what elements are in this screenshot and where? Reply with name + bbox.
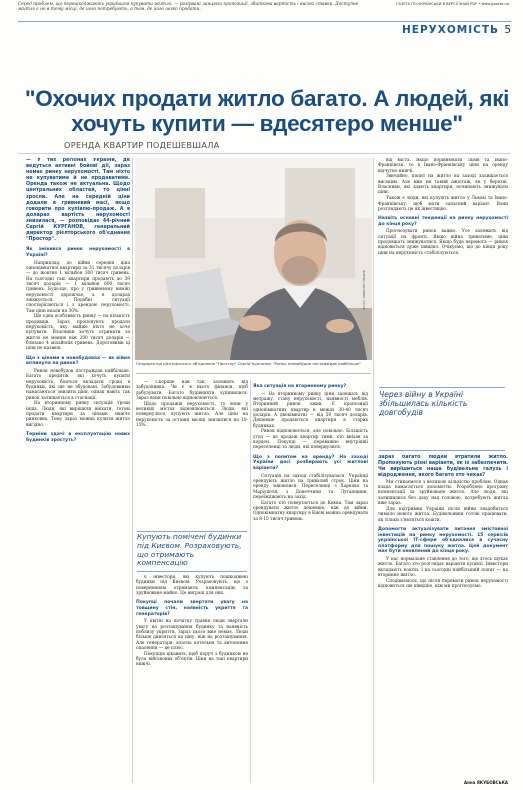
question-heading: Допомогти актуалізувати питання змістовної інвестицій на ринку нерухомості. 15 сервісів української ІТ-сфери об'єдналися в сучасну платформу для пошуку житла. Цей документ має бути оновлений до кінця року. bbox=[378, 526, 508, 555]
body-paragraph: Ситуація на заході стабілізувалася. Українці орендують житло на тривалий строк. Ціни на оренду знизилися. Переселенці з Харкова та Маріуполя, з Донеччини та Луганщини, переїжджають на захід. bbox=[253, 473, 368, 500]
body-paragraph: Багато хто повертається до Києва. Там зараз орендувати житло дешевше, ніж до війни. Однокімнатну квартиру в Києві можна орендувати за 8-10 тисяч гривень. bbox=[253, 500, 368, 522]
lead-paragraph: — У тих регіонах України, де ведуться активні бойові дії, зараз немає ринку нерухомості. Там ніхто не купуватиме й не продаватиме. Оренда також не актуальна. Щодо центральних областей, то цінні зросли. Але на середній ціни додали в гривневий масі, якщо говорити про купівлю-продаж. А в доларах вартість нерухомості знизилася, — розповідає 44-річний Сергій КУРГАНОВ, генеральний директор рієлторського об'єднання "Простор". bbox=[26, 158, 130, 243]
page-number: 5 bbox=[504, 24, 511, 36]
body-paragraph: Прогнозувати ринок важко. Усе залежить від ситуації на фронті. Якщо війна триватиме, ціни продовжать знижуватися. Якщо буде перемога — ринок відновиться дуже швидко. Очікуємо, що до кінця року ціни на нерухомість стабілізуються. bbox=[378, 229, 508, 256]
body-paragraph: Ринок відновлюється, але повільно. Більшість угод — це продаж квартир тими, хто виїхав за кордон. Покупці — переважно внутрішні переселенці та люди, які повернулися. bbox=[253, 429, 368, 451]
body-paragraph: Звичайно, попит на житло на заході залишається високим. Але вже не такий ажіотаж, як у березні. Власники, які здають квартири, починають знижувати ціни. bbox=[378, 174, 508, 196]
header-intro: Серед проблем, що перешкоджають українцям купувати житло, — розірвані ланцюги пропозиції, збиткова вартість і високі ставки. Доступне житло є не в тому місці, де його потребують, а там, де його легко продати. bbox=[18, 2, 359, 13]
article-column-5 bbox=[378, 455, 508, 785]
lead-paragraph: Зараз багато людей втратили житло. Пропонують різні варіанти, як їх забезпечити. Чи вирішиться наша будівельна галузь і відродження, якого багато хто чекає? bbox=[378, 455, 508, 479]
question-heading: Назвіть основні тенденції на ринку нерухомості до кінця року? bbox=[378, 216, 508, 227]
body-paragraph: Покупців цікавить, щоб поруч з будинком не було військових об'єктів. Ціни на такі квартири нижчі. bbox=[136, 651, 248, 668]
article-subheading: ОРЕНДА КВАРТИР ПОДЕШЕВШАЛА bbox=[64, 140, 220, 150]
photo-credit: ФОТО: ОЛЕКСІЙ СТЕЦЮК bbox=[362, 270, 366, 310]
body-paragraph: — На вторинному ринку ціни залежать від метражу, стану нерухомості, наявності меблів. Вторинний ринок ожив. Є пропозиції однокімнатних квартир в межах 30-40 тисяч доларів. А двокімнатні — від 50 тисяч доларів. Дешевше продаються квартири в старих будинках. bbox=[253, 391, 368, 429]
article-column-3 bbox=[253, 380, 368, 785]
body-paragraph: У квітні на початку травня люди звертали увагу на розташування будинку та наявність поблизу укриття. Зараз цього вже немає. Люди більше дивляться на ціну, ніж на розташування. Але генератори, власна котельня та автономне опалення — це плюс. bbox=[136, 619, 248, 651]
body-paragraph: Є інвестори, які купують пошкоджені будинки під Києвом. Розраховують, що з поверненням отримають компенсацію за зруйноване майно. Це виграш для них. bbox=[136, 575, 248, 597]
column-divider bbox=[132, 158, 133, 783]
body-paragraph: від міста. Якщо порівнювати Львів та Івано-Франківськ, то в Івано-Франківську ціни на оренду відчутно нижчі. bbox=[378, 158, 508, 174]
body-paragraph: У нас нормальне ставлення до того, що хтось шукає житло. Багато хто розглядає варіанти купівлі. Інвестори вкладають кошти. І на сьогодні найбільший попит — на вторинне житло. bbox=[378, 556, 508, 578]
question-heading: Покупці почали звертати увагу на товщину стін, наявність укриття та генераторів? bbox=[136, 600, 248, 617]
photo-caption: Гендиректор рієлторського об'єднання "Простор" Сергій Курганов: "Ринок нововбудов постраждав найбільше" bbox=[136, 361, 361, 366]
question-heading: Як змінився ринок нерухомості в Україні? bbox=[26, 247, 130, 258]
portrait-photo bbox=[135, 158, 372, 360]
article-column-1 bbox=[26, 158, 130, 788]
header-meta: ГАЗЕТА ПО-УКРАЇНСЬКИ В ВЕРСІЇ ЗНАЙ PDF • www.gazeta.ua bbox=[396, 2, 509, 6]
body-paragraph: На вторинному ринку ситуація трохи інша. Люди, які вирішили виїхати, готові продати квартири за цінами нижче ринкових. Тому зараз можна купити житло вигідно. bbox=[26, 401, 130, 428]
author-signature: Анна ЯКУБОВСЬКА bbox=[464, 780, 508, 785]
column-divider bbox=[373, 158, 374, 783]
pull-quote-rule bbox=[379, 387, 505, 388]
article-column-2-lower bbox=[136, 575, 248, 785]
body-paragraph: Ми стикаємося з великою кількістю проблем. Однак влада намагається допомогти. Розроблено програму компенсації за зруйноване житло. Але люди, які залишилися без даху над головою, потребують житла вже зараз. bbox=[378, 479, 508, 507]
question-heading: Що з цінами в новобудовах — як війна вплинула на ринок? bbox=[26, 355, 130, 367]
column-divider bbox=[250, 380, 251, 783]
question-heading: Яка ситуація на вторинному ринку? bbox=[253, 384, 347, 389]
body-paragraph: Також є люди, які купують житло у Львові та Івано-Франківську, щоб мати запасний варіант. Вони розглядають це як інвестицію. bbox=[378, 196, 508, 212]
body-paragraph: Сподіваємося, що після перемоги ринок нерухомості відновиться ще швидше, ніж ми прогнозуємо. bbox=[378, 578, 508, 589]
question-heading: Терміни здачі в експлуатацію нових будинків зростуть? bbox=[26, 432, 130, 443]
question-heading: Що з попитом на оренду? На заході України досі розбирають усі житлові варіанти? bbox=[253, 454, 368, 471]
article-headline: "Охочих продати житло багато. А людей, які хочуть купити — вдесятеро менше" bbox=[24, 86, 510, 136]
caption-divider bbox=[136, 373, 371, 374]
body-paragraph: Для підтримки України після війни знадобиться чимало нового житла. Будівельники готові працювати, як тільки з'являться кошти. bbox=[378, 506, 508, 523]
body-paragraph: Ринок новобудов постраждав найбільше. Багато кредитів, які хочуть купити нерухомість, бояться вкладати гроші в будинки, які ще не збудовані. Забудовники намагаються знизити ціни, однак навіть так ринок залишається в стагнації. bbox=[26, 368, 130, 401]
header-divider bbox=[18, 21, 511, 22]
body-paragraph: Щодо продажів нерухомості, то вони у великих містах відновлюються. Люди, які повернулися, купують житло. Але ціни на нерухомість за останні місяці знизилися на 10-15%. bbox=[136, 401, 248, 429]
body-paragraph: Наприклад, до війни середня ціна однокімнатної квартири за 31 тисячу доларів — до жовтня 1 мільйон 300 тисяч гривень. На сьогодні такі квартири продають до 39 тисяч доларів — 1 мільйон 600 тисяч гривень. Будь-що, про у гривневому виміні нерухомості дорожчає, а в доларах знижується. Подобні ситуації спостерігаються і з арендою нерухомості. Там ціни впали на 30%. bbox=[26, 260, 130, 314]
pull-quote: Купують помічені будинки під Києвом. Розраховують, що отримають компенсацію bbox=[137, 532, 242, 568]
body-paragraph: — Скоріше ніж так, залежить від забудовника. Чи є в нього фінанси, щоб добудувати. Багато будівництв зупинилися. Зараз вони повільно відновлюються. bbox=[136, 380, 248, 402]
headline-divider bbox=[18, 153, 511, 154]
pull-quote-rule bbox=[379, 450, 505, 451]
article-column-4 bbox=[378, 158, 508, 383]
section-title: НЕРУХОМІСТЬ bbox=[402, 24, 499, 36]
pull-quote: Через війну в Україні збільшилась кількість довгобудів bbox=[379, 390, 468, 417]
article-column-2 bbox=[136, 380, 248, 530]
body-paragraph: Ще одна особливість ринку — на кількість продавців. Зараз пропонують продати нерухомість, яку майже ніхто не хоче купувати. Власники хочуть отримати за житло не менше ніж 200 тисяч доларів — близько 4 мільйонів гривень. Дороговими ці ціни не назвеш. bbox=[26, 314, 130, 352]
pull-quote-rule bbox=[137, 571, 247, 572]
